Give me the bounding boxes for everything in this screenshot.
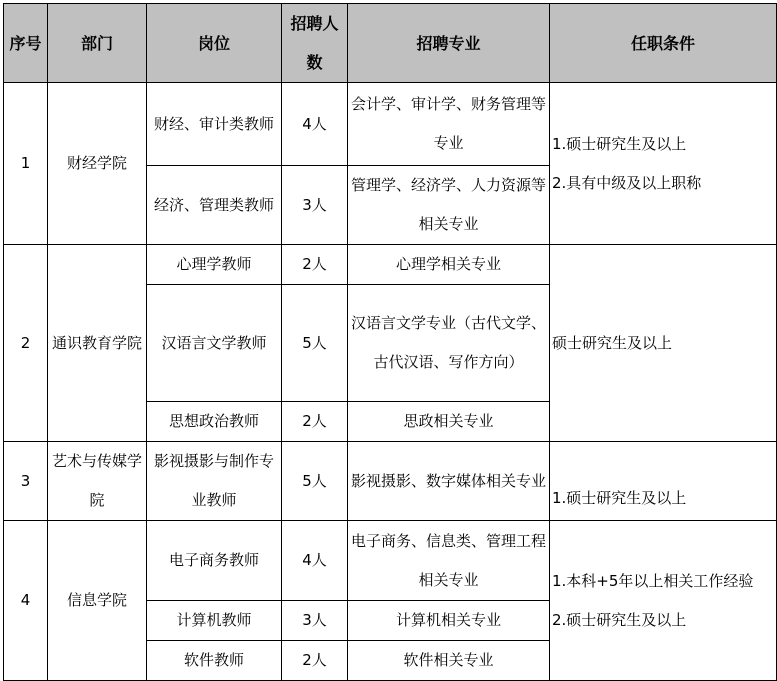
table-row bbox=[4, 245, 777, 285]
header-no: 序号 bbox=[4, 4, 48, 83]
row-position: 电子商务教师 bbox=[147, 521, 282, 601]
row-major: 汉语言文学专业（古代文学、古代汉语、写作方向） bbox=[348, 285, 550, 402]
header-conditions: 任职条件 bbox=[550, 4, 777, 83]
row-count: 4人 bbox=[282, 521, 348, 601]
table-row bbox=[4, 442, 777, 521]
condition-line: 2.具有中级及以上职称 bbox=[552, 173, 702, 192]
row-dept: 财经学院 bbox=[48, 83, 147, 245]
header-row bbox=[4, 4, 777, 83]
header-position: 岗位 bbox=[147, 4, 282, 83]
row-conditions bbox=[550, 442, 777, 521]
row-no: 2 bbox=[4, 245, 48, 442]
header-major: 招聘专业 bbox=[348, 4, 550, 83]
row-conditions bbox=[550, 521, 777, 681]
row-major: 软件相关专业 bbox=[348, 641, 550, 681]
table-row bbox=[4, 83, 777, 166]
row-position: 经济、管理类教师 bbox=[147, 166, 282, 245]
row-major: 管理学、经济学、人力资源等相关专业 bbox=[348, 166, 550, 245]
row-count: 5人 bbox=[282, 285, 348, 402]
row-position: 影视摄影与制作专业教师 bbox=[147, 442, 282, 521]
row-position: 心理学教师 bbox=[147, 245, 282, 285]
condition-line: 1.硕士研究生及以上 bbox=[552, 489, 687, 507]
row-count: 5人 bbox=[282, 442, 348, 521]
row-major: 会计学、审计学、财务管理等专业 bbox=[348, 83, 550, 166]
row-no: 1 bbox=[4, 83, 48, 245]
row-major: 思政相关专业 bbox=[348, 402, 550, 442]
header-dept: 部门 bbox=[48, 4, 147, 83]
row-dept: 艺术与传媒学院 bbox=[48, 442, 147, 521]
row-count: 2人 bbox=[282, 402, 348, 442]
row-major: 电子商务、信息类、管理工程相关专业 bbox=[348, 521, 550, 601]
condition-line: 硕士研究生及以上 bbox=[552, 333, 673, 352]
condition-line: 2.硕士研究生及以上 bbox=[552, 610, 687, 629]
row-position: 汉语言文学教师 bbox=[147, 285, 282, 402]
row-position: 思想政治教师 bbox=[147, 402, 282, 442]
row-count: 4人 bbox=[282, 83, 348, 166]
row-position: 计算机教师 bbox=[147, 601, 282, 641]
row-count: 2人 bbox=[282, 641, 348, 681]
condition-line: 1.本科+5年以上相关工作经验 bbox=[552, 571, 754, 590]
row-count: 3人 bbox=[282, 601, 348, 641]
header-count: 招聘人数 bbox=[282, 4, 348, 83]
row-major: 计算机相关专业 bbox=[348, 601, 550, 641]
row-count: 2人 bbox=[282, 245, 348, 285]
row-major: 影视摄影、数字媒体相关专业 bbox=[348, 442, 550, 521]
row-no: 3 bbox=[4, 442, 48, 521]
row-conditions bbox=[550, 83, 777, 245]
row-position: 软件教师 bbox=[147, 641, 282, 681]
table-row bbox=[4, 521, 777, 601]
recruitment-table bbox=[3, 3, 777, 681]
row-no: 4 bbox=[4, 521, 48, 681]
row-dept: 通识教育学院 bbox=[48, 245, 147, 442]
row-dept: 信息学院 bbox=[48, 521, 147, 681]
row-major: 心理学相关专业 bbox=[348, 245, 550, 285]
row-conditions bbox=[550, 245, 777, 442]
row-count: 3人 bbox=[282, 166, 348, 245]
condition-line: 1.硕士研究生及以上 bbox=[552, 134, 687, 153]
row-position: 财经、审计类教师 bbox=[147, 83, 282, 166]
